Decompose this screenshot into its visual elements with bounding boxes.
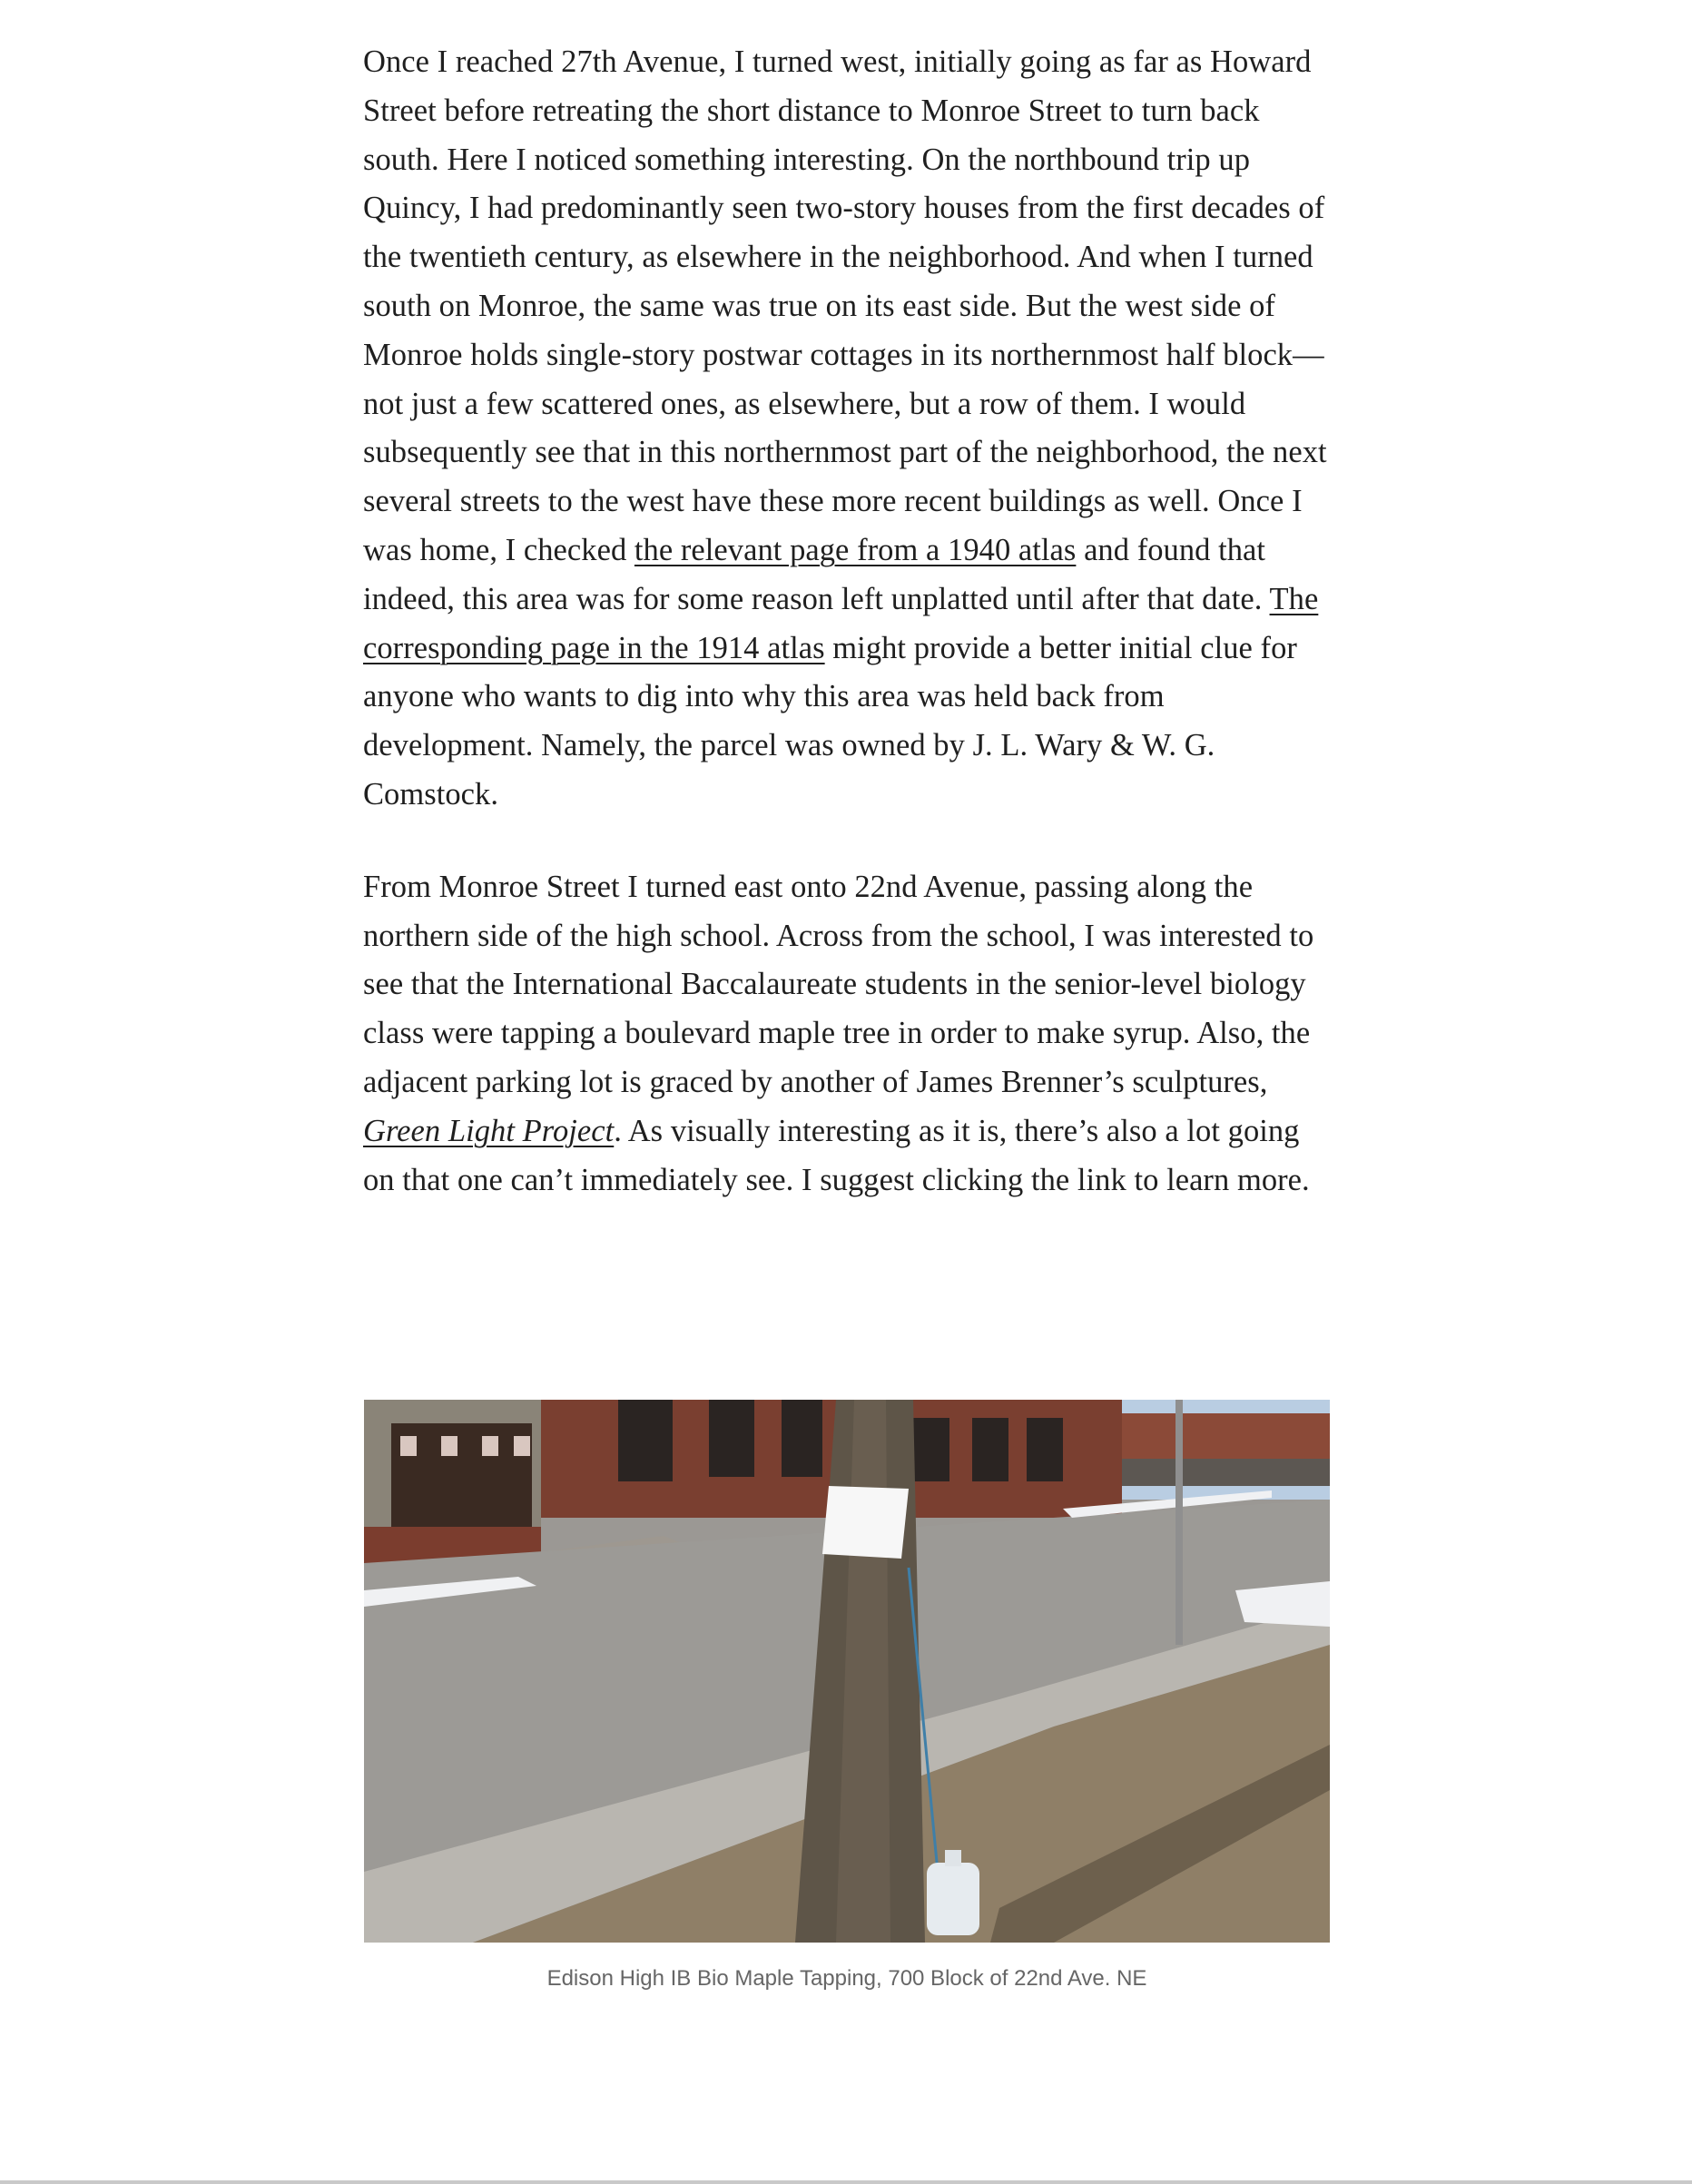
- link-green-light-project[interactable]: Green Light Project: [363, 1113, 615, 1148]
- maple-tapping-photo[interactable]: [364, 1400, 1330, 1943]
- maple-tapping-figure: [364, 1400, 1330, 1993]
- paragraph-text: Once I reached 27th Avenue, I turned west, initially going as far as Howard Street before retreating the short distance to Monroe Street to turn back south. Here I noticed something interesting. On the northbound trip up Quincy, I had predominantly seen two-story houses from the first decades of the twentieth century, as elsewhere in the neighborhood. And when I turned south on Monroe, the same was true on its east side. But the west side of Monroe holds single-story postwar cottages in its northernmost half block—not just a few scattered ones, as elsewhere, but a row of them. I would subsequently see that in this northernmost part of the neighborhood, the next several streets to the west have these more recent buildings as well. Once I was home, I checked: [363, 44, 1327, 567]
- paragraph-text: might provide a better initial clue for anyone who wants to dig into why this area was held back from development. Namely, the parcel was owned by J. L. Wary & W. G. Comstock.: [363, 630, 1297, 812]
- paragraph-text: From Monroe Street I turned east onto 22nd Avenue, passing along the northern side of the high school. Across from the school, I was interested to see that the International Baccalaureate students in the senior-level biology class were tapping a boulevard maple tree in order to make syrup. Also, the adjacent parking lot is graced by another of James Brenner’s sculptures,: [363, 869, 1314, 1099]
- article-body: [363, 38, 1331, 1205]
- figure-caption: Edison High IB Bio Maple Tapping, 700 Block of 22nd Ave. NE: [546, 1966, 1147, 1991]
- bottom-divider: [0, 2180, 1692, 2184]
- link-1914-atlas[interactable]: The corresponding page in the 1914 atlas: [363, 581, 1319, 665]
- paragraph-text: and found that indeed, this area was for some reason left unplatted until after that date.: [363, 532, 1270, 616]
- link-1940-atlas[interactable]: the relevant page from a 1940 atlas: [634, 532, 1077, 567]
- paragraph-27th-avenue: [363, 38, 1331, 820]
- paragraph-text: . As visually interesting as it is, there’s also a lot going on that one can’t immediately see. I suggest clicking the link to learn more.: [363, 1113, 1310, 1197]
- paragraph-monroe-street: [363, 863, 1331, 1205]
